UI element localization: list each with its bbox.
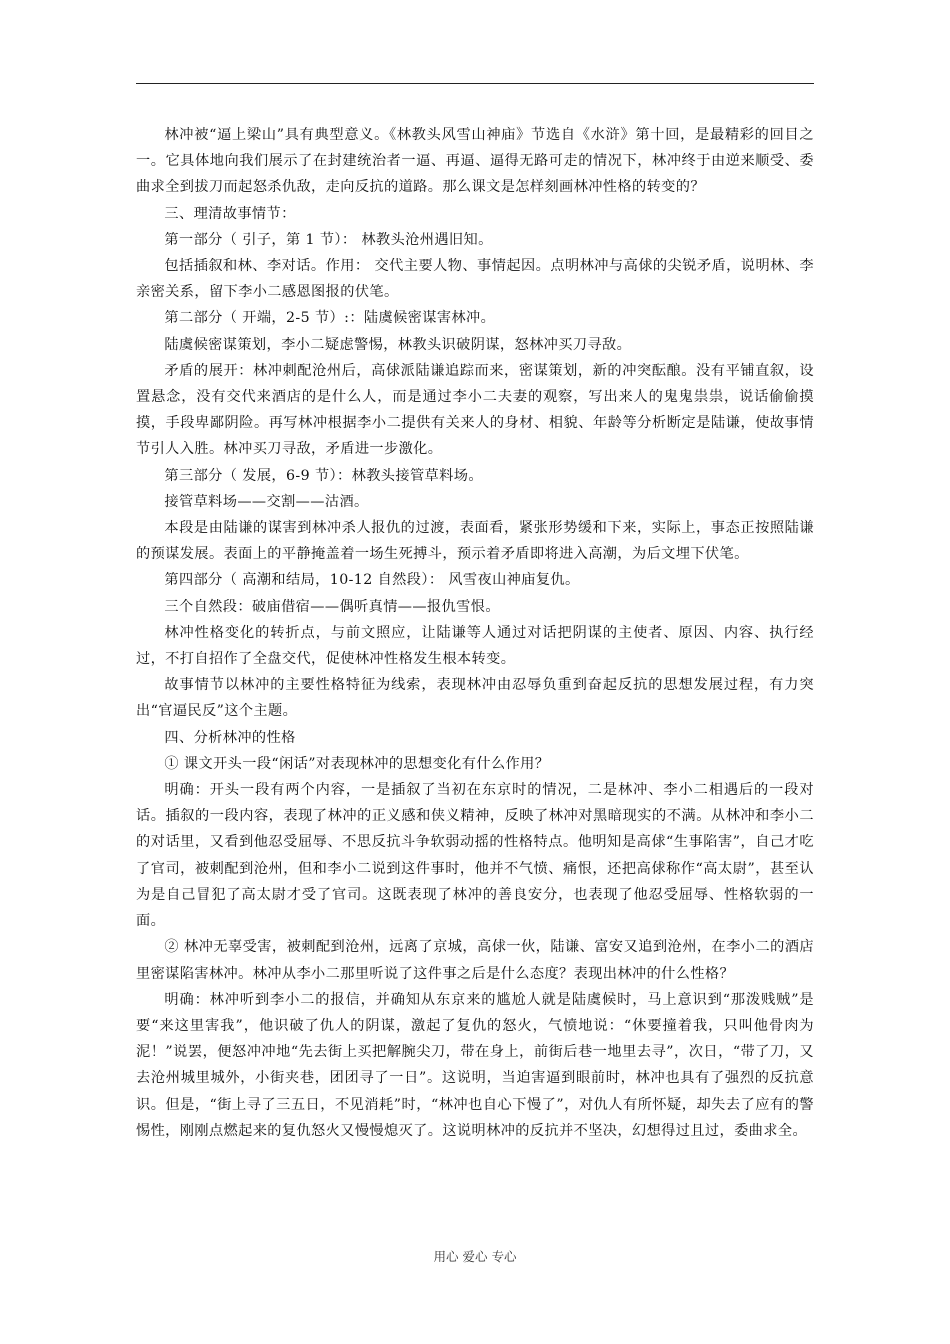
document-body [136, 122, 814, 1144]
part-4-summary: 三个自然段：破庙借宿——偶听真情——报仇雪恨。 [164, 598, 500, 615]
part-2-summary: 陆虞候密谋策划，李小二疑虑警惕，林教头识破阴谋，怒林冲买刀寻敌。 [164, 336, 632, 353]
paragraph-intro: 林冲被“逼上梁山”具有典型意义。《林教头风雪山神庙》节选自《水浒》第十回，是最精彩的回目之一。它具体地向我们展示了在封建统治者一逼、再逼、逼得无路可走的情况下，林冲终于由逆来顺受、委曲求全到拔刀而起怒杀仇敌，走向反抗的道路。那么课文是怎样刻画林冲性格的转变的？ [136, 127, 814, 196]
part-4-title: 第四部分（ 高潮和结局，10-12 自然段）： 风雪夜山神庙复仇。 [164, 572, 580, 589]
part-1-title: 第一部分（ 引子，第 1 节）： 林教头沧州遇旧知。 [164, 231, 493, 248]
answer-1: 明确：开头一段有两个内容，一是插叙了当初在东京时的情况，二是林冲、李小二相遇后的一段对话。插叙的一段内容，表现了林冲的正义感和侠义精神，反映了林冲对黑暗现实的不满。从林冲和李小二的对话里，又看到他忍受屈辱、不思反抗斗争软弱动摇的性格特点。他明知是高俅“生事陷害”，自己才吃了官司，被刺配到沧州，但和李小二说到这件事时，他并不气愤、痛恨，还把高俅称作“高太尉”，甚至认为是自己冒犯了高太尉才受了官司。这既表现了林冲的善良安分，也表现了他忍受屈辱、性格软弱的一面。 [136, 782, 814, 930]
part-2-desc: 矛盾的展开：林冲刺配沧州后，高俅派陆谦追踪而来，密谋策划，新的冲突酝酿。没有平铺直叙，设置悬念，没有交代来酒店的是什么人，而是通过李小二夫妻的观察，写出来人的鬼鬼祟祟，说话偷偷摸摸，手段卑鄙阴险。再写林冲根据李小二提供有关来人的身材、相貌、年龄等分析断定是陆谦，使故事情节引人入胜。林冲买刀寻敌，矛盾进一步激化。 [136, 362, 814, 458]
part-2-title: 第二部分（ 开端，2-5 节）:：陆虞候密谋害林冲。 [164, 310, 496, 327]
header-rule [136, 83, 814, 84]
part-3-title: 第三部分（ 发展，6-9 节）：林教头接管草料场。 [164, 467, 483, 484]
question-2: ② 林冲无辜受害，被刺配到沧州，远离了京城，高俅一伙，陆谦、富安又追到沧州，在李小二的酒店里密谋陷害林冲。林冲从李小二那里听说了这件事之后是什么态度？表现出林冲的什么性格？ [136, 939, 814, 982]
question-1: ① 课文开头一段“闲话”对表现林冲的思想变化有什么作用？ [164, 755, 550, 772]
part-3-summary: 接管草料场——交割——沽酒。 [164, 493, 369, 510]
part-3-desc: 本段是由陆谦的谋害到林冲杀人报仇的过渡，表面看，紧张形势缓和下来，实际上，事态正按照陆谦的预谋发展。表面上的平静掩盖着一场生死搏斗，预示着矛盾即将进入高潮，为后文埋下伏笔。 [136, 520, 814, 563]
answer-2: 明确：林冲听到李小二的报信，并确知从东京来的尴尬人就是陆虞候时，马上意识到“那泼贱贼”是要“来这里害我”，他识破了仇人的阴谋，激起了复仇的怒火，气愤地说：“休要撞着我，只叫他骨肉为泥！”说罢，便怒冲冲地“先去街上买把解腕尖刀，带在身上，前街后巷一地里去寻”，次日，“带了刀，又去沧州城里城外，小街夹巷，团团寻了一日”。这说明，当迫害逼到眼前时，林冲也具有了强烈的反抗意识。但是，“街上寻了三五日，不见消耗”时，“林冲也自心下慢了”，对仇人有所怀疑，却失去了应有的警惕性，刚刚点燃起来的复仇怒火又慢慢熄灭了。这说明林冲的反抗并不坚决，幻想得过且过，委曲求全。 [136, 991, 814, 1139]
part-1-desc: 包括插叙和林、李对话。作用： 交代主要人物、事情起因。点明林冲与高俅的尖锐矛盾，说明林、李亲密关系，留下李小二感恩图报的伏笔。 [136, 258, 814, 301]
part-4-desc: 林冲性格变化的转折点，与前文照应，让陆谦等人通过对话把阴谋的主使者、原因、内容、执行经过，不打自招作了全盘交代，促使林冲性格发生根本转变。 [136, 624, 814, 668]
section-heading-4: 四、分析林冲的性格 [164, 729, 296, 746]
section-heading-3: 三、理清故事情节： [164, 205, 296, 222]
page-footer: 用心 爱心 专心 [433, 1249, 517, 1264]
plot-conclusion: 故事情节以林冲的主要性格特征为线索，表现林冲由忍辱负重到奋起反抗的思想发展过程，有力突出“官逼民反”这个主题。 [136, 677, 814, 720]
